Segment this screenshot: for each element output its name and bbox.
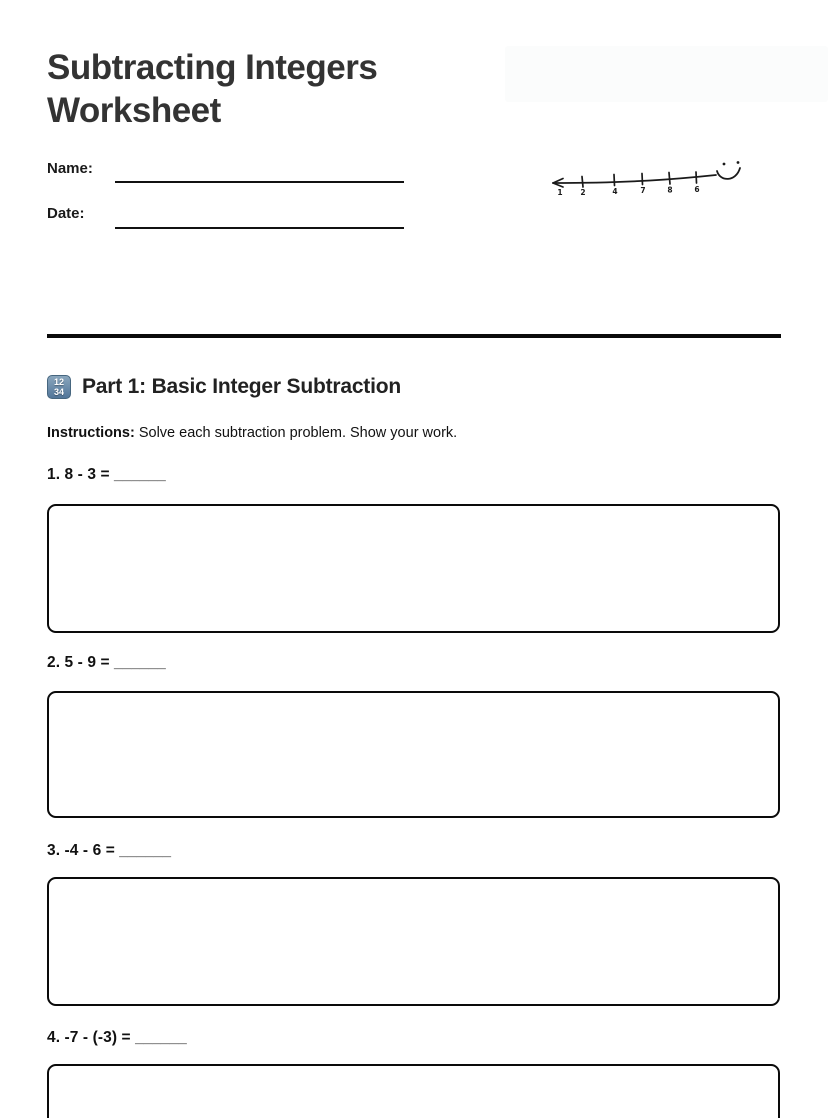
problem-3-expression: 3. -4 - 6 =	[47, 842, 120, 859]
section-header	[47, 375, 401, 399]
problem-1-text	[47, 466, 166, 484]
instructions	[47, 425, 457, 441]
input-numbers-icon	[47, 375, 71, 399]
instructions-text: Solve each subtraction problem. Show your work.	[134, 425, 458, 441]
problem-3-text	[47, 842, 171, 860]
section-divider	[47, 334, 781, 338]
problem-2-text	[47, 654, 166, 672]
tick-label: 2	[580, 188, 586, 197]
tick-label: 7	[640, 186, 646, 195]
date-input-line[interactable]	[115, 227, 404, 229]
section-heading: Part 1: Basic Integer Subtraction	[82, 375, 401, 398]
smiley-right-eye	[737, 161, 740, 164]
problem-2-answer-blank[interactable]: ______	[114, 654, 166, 671]
number-line-axis	[553, 175, 716, 183]
problem-1-expression: 1. 8 - 3 =	[47, 466, 115, 483]
name-input-line[interactable]	[115, 181, 404, 183]
page-title	[47, 46, 527, 132]
problem-4-expression: 4. -7 - (-3) =	[47, 1029, 136, 1046]
problem-2-expression: 2. 5 - 9 =	[47, 654, 115, 671]
problem-2-work-box[interactable]	[47, 691, 780, 818]
smiley-face	[717, 161, 740, 179]
icon-digits-bottom: 34	[53, 387, 64, 397]
problem-4-text	[47, 1029, 187, 1047]
problem-4-work-box[interactable]	[47, 1064, 780, 1118]
instructions-label: Instructions:	[47, 425, 135, 441]
title-line-2: Worksheet	[47, 91, 221, 130]
tick-label: 1	[557, 188, 563, 197]
problem-1-answer-blank[interactable]: ______	[114, 466, 166, 483]
name-label: Name:	[47, 160, 93, 177]
tick-labels	[557, 185, 699, 197]
tick-2	[614, 175, 615, 186]
icon-digits-top: 12	[53, 377, 64, 387]
tick-4	[669, 173, 670, 185]
tick-1	[582, 177, 583, 188]
smiley-left-eye	[723, 163, 726, 166]
tick-3	[642, 174, 643, 185]
title-line-1: Subtracting Integers	[47, 48, 378, 87]
number-line-svg	[538, 156, 756, 208]
problem-3-work-box[interactable]	[47, 877, 780, 1006]
problem-3-answer-blank[interactable]: ______	[119, 842, 172, 859]
tick-label: 4	[612, 187, 618, 196]
tick-5	[696, 172, 697, 183]
tick-label: 8	[667, 185, 673, 195]
faint-header-artifact	[505, 46, 828, 102]
problem-1-work-box[interactable]	[47, 504, 780, 633]
problem-4-answer-blank[interactable]: ______	[135, 1029, 187, 1046]
tick-label: 6	[694, 185, 700, 194]
date-label: Date:	[47, 205, 85, 222]
number-line-doodle	[538, 156, 756, 208]
smiley-mouth	[717, 168, 740, 179]
